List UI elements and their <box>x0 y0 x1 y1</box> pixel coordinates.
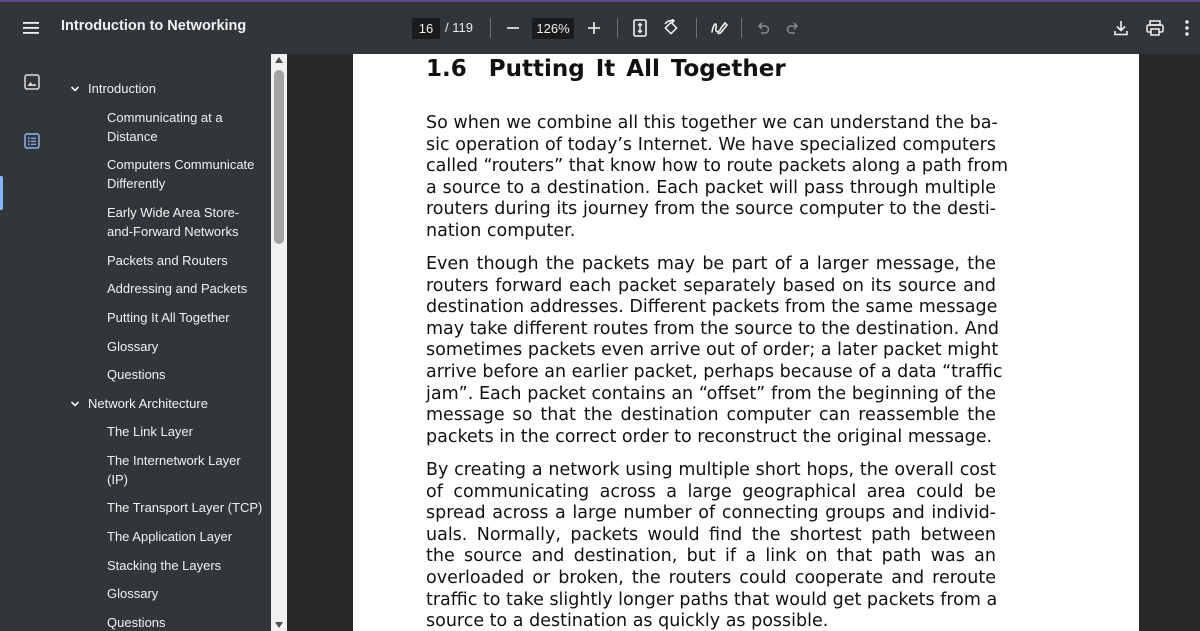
rotate-button[interactable] <box>658 15 684 41</box>
outline-item[interactable]: The Link Layer <box>107 424 193 439</box>
outline-item[interactable]: Glossary <box>107 586 159 601</box>
fit-page-button[interactable] <box>627 15 653 41</box>
chevron-down-icon[interactable] <box>70 399 80 409</box>
more-vert-icon <box>1185 20 1189 36</box>
outline-item[interactable]: The Internetwork Layer (IP) <box>107 453 241 487</box>
thumbnails-icon <box>24 74 40 90</box>
paragraph: So when we combine all this together we can understand the ba- sic operation of today’s Internet. We have specialized computers called “routers” that know how to route packets along a path from a source to a destination. Each packet will pass through multiple routers during its journey from the source computer to the desti- nation computer. <box>426 113 1008 241</box>
zoom-level-input[interactable]: 126% <box>532 18 574 39</box>
outline-item[interactable]: Communicating at a Distance <box>107 110 223 144</box>
chevron-down-icon[interactable] <box>70 84 80 94</box>
outline-item[interactable]: The Application Layer <box>107 529 233 544</box>
undo-button[interactable] <box>750 15 776 41</box>
print-icon <box>1146 20 1164 36</box>
toolbar-divider <box>490 18 491 38</box>
sidebar-rail <box>0 54 64 631</box>
download-icon <box>1114 20 1128 36</box>
fit-page-icon <box>633 19 647 37</box>
outline-item[interactable]: Packets and Routers <box>107 253 228 268</box>
toolbar-divider <box>617 18 618 38</box>
more-options-button[interactable] <box>1174 15 1200 41</box>
zoom-out-button[interactable] <box>500 15 526 41</box>
outline-item[interactable]: Questions <box>107 615 166 630</box>
outline-item[interactable]: Computers Communicate Differently <box>107 157 255 191</box>
plus-icon <box>588 22 600 34</box>
rotate-icon <box>662 19 680 37</box>
scroll-up-arrow-icon[interactable] <box>275 57 283 63</box>
outline-item[interactable]: The Transport Layer (TCP) <box>107 500 263 515</box>
pdf-page <box>353 54 1139 631</box>
undo-icon <box>756 21 770 35</box>
document-viewer[interactable] <box>287 54 1200 631</box>
redo-button[interactable] <box>780 15 806 41</box>
print-button[interactable] <box>1142 15 1168 41</box>
minus-icon <box>507 22 519 34</box>
thumbnails-tab[interactable] <box>14 64 50 100</box>
outline-tab[interactable] <box>14 123 50 159</box>
download-button[interactable] <box>1108 15 1134 41</box>
pdf-toolbar <box>0 2 1200 54</box>
paragraph: Even though the packets may be part of a larger message, the routers forward each packet separately based on its source and destination addresses. Different packets from the same message may take different routes from the source to the destination. And sometimes packets even arrive out of order; a later packet might arrive before an earlier packet, perhaps because of a data “traffic jam”. Each packet contains an “offset” from the beginning of the message so that the destination computer can reassemble the packets in the correct order to reconstruct the original message. <box>426 254 1003 447</box>
document-title: Introduction to Networking <box>61 18 247 34</box>
paragraph: By creating a network using multiple short hops, the overall cost of communicating across a large geographical area could be spread across a large number of connecting groups and individ- uals. Normally, packets would find the shortest path between the source and destination, but if a link on that path was an overloaded or broken, the routers could cooperate and reroute traffic to take slightly longer paths that would get packets from a source to a destination as quickly as possible. <box>426 460 998 631</box>
menu-button[interactable] <box>18 15 44 41</box>
hamburger-menu-icon <box>23 22 39 34</box>
page-number-input[interactable]: 16 <box>412 18 440 39</box>
outline-icon <box>24 133 40 149</box>
outline-item[interactable]: Stacking the Layers <box>107 558 222 573</box>
scrollbar-thumb[interactable] <box>274 70 284 244</box>
outline-item[interactable]: Early Wide Area Store- and-Forward Networks <box>107 205 240 239</box>
outline-item[interactable]: Addressing and Packets <box>107 281 248 296</box>
zoom-in-button[interactable] <box>581 15 607 41</box>
section-heading: 1.6 Putting It All Together <box>426 56 786 82</box>
outline-section-network-architecture[interactable]: Network Architecture <box>88 396 208 411</box>
outline-item[interactable]: Questions <box>107 367 166 382</box>
toolbar-divider <box>696 18 697 38</box>
outline-section-introduction[interactable]: Introduction <box>88 81 156 96</box>
scroll-down-arrow-icon[interactable] <box>275 622 283 628</box>
annotate-button[interactable] <box>706 15 732 41</box>
toolbar-divider <box>741 18 742 38</box>
outline-scrollbar[interactable] <box>271 54 287 631</box>
outline-item[interactable]: Putting It All Together <box>107 310 230 325</box>
outline-panel <box>64 54 271 631</box>
active-tab-indicator <box>0 176 3 210</box>
draw-icon <box>710 20 728 36</box>
redo-icon <box>786 21 800 35</box>
outline-item[interactable]: Glossary <box>107 339 159 354</box>
page-total: / 119 <box>445 20 473 35</box>
